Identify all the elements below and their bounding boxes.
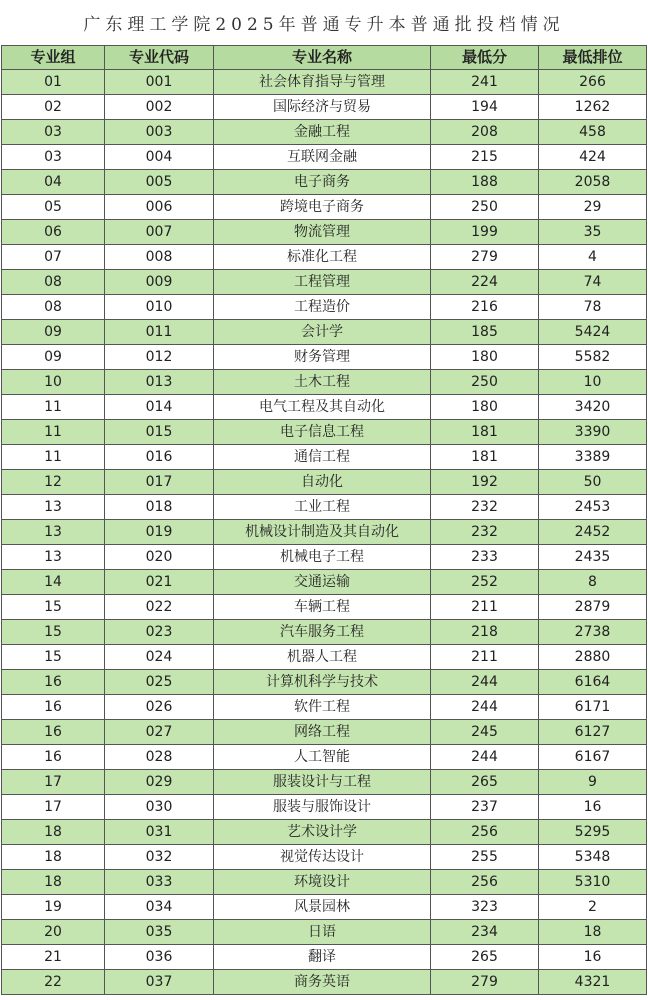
cell-group: 12 [2, 470, 105, 495]
cell-min-rank: 18 [539, 920, 647, 945]
table-row [2, 920, 647, 945]
cell-group: 11 [2, 445, 105, 470]
cell-group: 16 [2, 720, 105, 745]
cell-major-name: 金融工程 [214, 120, 431, 145]
cell-code: 012 [105, 345, 214, 370]
cell-min-score: 181 [431, 445, 539, 470]
cell-min-score: 323 [431, 895, 539, 920]
table-row [2, 220, 647, 245]
cell-major-name: 视觉传达设计 [214, 845, 431, 870]
cell-min-rank: 8 [539, 570, 647, 595]
cell-code: 005 [105, 170, 214, 195]
table-row [2, 770, 647, 795]
cell-min-rank: 4 [539, 245, 647, 270]
cell-major-name: 机械设计制造及其自动化 [214, 520, 431, 545]
header-min-score: 最低分 [431, 46, 539, 70]
table-row [2, 320, 647, 345]
cell-major-name: 工程造价 [214, 295, 431, 320]
cell-code: 003 [105, 120, 214, 145]
cell-major-name: 服装与服饰设计 [214, 795, 431, 820]
cell-min-rank: 458 [539, 120, 647, 145]
table-row [2, 270, 647, 295]
cell-code: 006 [105, 195, 214, 220]
cell-min-rank: 5424 [539, 320, 647, 345]
cell-group: 13 [2, 520, 105, 545]
cell-code: 010 [105, 295, 214, 320]
cell-code: 033 [105, 870, 214, 895]
header-group: 专业组 [2, 46, 105, 70]
cell-major-name: 物流管理 [214, 220, 431, 245]
cell-group: 03 [2, 120, 105, 145]
cell-min-rank: 3389 [539, 445, 647, 470]
cell-major-name: 电气工程及其自动化 [214, 395, 431, 420]
cell-major-name: 跨境电子商务 [214, 195, 431, 220]
cell-major-name: 财务管理 [214, 345, 431, 370]
cell-group: 08 [2, 295, 105, 320]
cell-code: 020 [105, 545, 214, 570]
table-row [2, 645, 647, 670]
cell-min-rank: 9 [539, 770, 647, 795]
page-title: 广东理工学院2025年普通专升本普通批投档情况 [83, 14, 565, 35]
cell-group: 10 [2, 370, 105, 395]
table-row [2, 670, 647, 695]
cell-group: 02 [2, 95, 105, 120]
cell-major-name: 风景园林 [214, 895, 431, 920]
table-row [2, 120, 647, 145]
cell-min-rank: 4321 [539, 970, 647, 995]
cell-min-rank: 2058 [539, 170, 647, 195]
cell-code: 007 [105, 220, 214, 245]
cell-major-name: 软件工程 [214, 695, 431, 720]
cell-group: 22 [2, 970, 105, 995]
cell-code: 014 [105, 395, 214, 420]
cell-major-name: 人工智能 [214, 745, 431, 770]
cell-min-score: 188 [431, 170, 539, 195]
cell-group: 16 [2, 745, 105, 770]
cell-major-name: 工程管理 [214, 270, 431, 295]
cell-major-name: 土木工程 [214, 370, 431, 395]
cell-min-score: 244 [431, 670, 539, 695]
cell-min-score: 245 [431, 720, 539, 745]
cell-code: 026 [105, 695, 214, 720]
table-row [2, 170, 647, 195]
table-row [2, 395, 647, 420]
cell-group: 19 [2, 895, 105, 920]
cell-major-name: 电子信息工程 [214, 420, 431, 445]
cell-code: 016 [105, 445, 214, 470]
cell-major-name: 机械电子工程 [214, 545, 431, 570]
cell-group: 07 [2, 245, 105, 270]
cell-min-score: 199 [431, 220, 539, 245]
cell-code: 034 [105, 895, 214, 920]
table-row [2, 595, 647, 620]
cell-code: 035 [105, 920, 214, 945]
cell-group: 04 [2, 170, 105, 195]
cell-major-name: 环境设计 [214, 870, 431, 895]
cell-min-score: 180 [431, 345, 539, 370]
cell-code: 023 [105, 620, 214, 645]
cell-min-score: 233 [431, 545, 539, 570]
cell-min-score: 180 [431, 395, 539, 420]
table-row [2, 970, 647, 995]
cell-group: 18 [2, 820, 105, 845]
cell-group: 17 [2, 770, 105, 795]
cell-code: 018 [105, 495, 214, 520]
table-row [2, 295, 647, 320]
cell-min-score: 185 [431, 320, 539, 345]
cell-min-score: 279 [431, 970, 539, 995]
cell-code: 027 [105, 720, 214, 745]
cell-major-name: 机器人工程 [214, 645, 431, 670]
cell-min-score: 194 [431, 95, 539, 120]
cell-min-rank: 5295 [539, 820, 647, 845]
table-row [2, 470, 647, 495]
cell-min-rank: 2453 [539, 495, 647, 520]
header-min-rank: 最低排位 [539, 46, 647, 70]
cell-code: 036 [105, 945, 214, 970]
cell-major-name: 通信工程 [214, 445, 431, 470]
cell-code: 031 [105, 820, 214, 845]
cell-group: 18 [2, 845, 105, 870]
cell-min-rank: 2879 [539, 595, 647, 620]
table-row [2, 495, 647, 520]
cell-group: 05 [2, 195, 105, 220]
cell-group: 08 [2, 270, 105, 295]
cell-code: 032 [105, 845, 214, 870]
cell-code: 021 [105, 570, 214, 595]
cell-major-name: 网络工程 [214, 720, 431, 745]
cell-major-name: 社会体育指导与管理 [214, 70, 431, 95]
cell-min-rank: 74 [539, 270, 647, 295]
table-row [2, 620, 647, 645]
table-row [2, 520, 647, 545]
table-row [2, 695, 647, 720]
cell-group: 16 [2, 670, 105, 695]
cell-min-score: 215 [431, 145, 539, 170]
cell-min-rank: 6127 [539, 720, 647, 745]
cell-code: 001 [105, 70, 214, 95]
table-row [2, 745, 647, 770]
cell-min-score: 181 [431, 420, 539, 445]
cell-major-name: 翻译 [214, 945, 431, 970]
cell-code: 002 [105, 95, 214, 120]
cell-code: 017 [105, 470, 214, 495]
cell-min-rank: 2880 [539, 645, 647, 670]
cell-min-score: 211 [431, 595, 539, 620]
cell-code: 029 [105, 770, 214, 795]
cell-major-name: 车辆工程 [214, 595, 431, 620]
table-row [2, 95, 647, 120]
cell-code: 011 [105, 320, 214, 345]
cell-group: 18 [2, 870, 105, 895]
cell-min-score: 250 [431, 195, 539, 220]
cell-group: 14 [2, 570, 105, 595]
cell-major-name: 标准化工程 [214, 245, 431, 270]
cell-group: 21 [2, 945, 105, 970]
cell-group: 17 [2, 795, 105, 820]
cell-major-name: 艺术设计学 [214, 820, 431, 845]
cell-min-score: 234 [431, 920, 539, 945]
cell-min-score: 252 [431, 570, 539, 595]
cell-min-rank: 6171 [539, 695, 647, 720]
cell-min-score: 256 [431, 820, 539, 845]
cell-code: 025 [105, 670, 214, 695]
cell-code: 009 [105, 270, 214, 295]
cell-min-score: 232 [431, 520, 539, 545]
cell-min-score: 244 [431, 745, 539, 770]
cell-min-rank: 16 [539, 945, 647, 970]
cell-min-score: 250 [431, 370, 539, 395]
cell-min-score: 208 [431, 120, 539, 145]
cell-major-name: 汽车服务工程 [214, 620, 431, 645]
table-row [2, 345, 647, 370]
table-row [2, 570, 647, 595]
cell-min-rank: 16 [539, 795, 647, 820]
header-major-name: 专业名称 [214, 46, 431, 70]
table-row [2, 795, 647, 820]
cell-code: 013 [105, 370, 214, 395]
table-row [2, 420, 647, 445]
cell-min-score: 241 [431, 70, 539, 95]
table-row [2, 70, 647, 95]
cell-min-score: 192 [431, 470, 539, 495]
cell-group: 11 [2, 395, 105, 420]
cell-min-rank: 2 [539, 895, 647, 920]
cell-group: 15 [2, 595, 105, 620]
cell-min-rank: 3420 [539, 395, 647, 420]
cell-min-rank: 3390 [539, 420, 647, 445]
cell-major-name: 自动化 [214, 470, 431, 495]
cell-major-name: 服装设计与工程 [214, 770, 431, 795]
cell-group: 11 [2, 420, 105, 445]
cell-min-rank: 78 [539, 295, 647, 320]
cell-major-name: 工业工程 [214, 495, 431, 520]
table-row [2, 845, 647, 870]
cell-min-rank: 50 [539, 470, 647, 495]
cell-min-score: 279 [431, 245, 539, 270]
cell-min-score: 265 [431, 770, 539, 795]
cell-group: 01 [2, 70, 105, 95]
table-header-row [2, 46, 647, 70]
cell-min-rank: 2452 [539, 520, 647, 545]
cell-min-rank: 5582 [539, 345, 647, 370]
cell-group: 16 [2, 695, 105, 720]
cell-group: 15 [2, 645, 105, 670]
cell-code: 015 [105, 420, 214, 445]
cell-min-rank: 5310 [539, 870, 647, 895]
cell-major-name: 计算机科学与技术 [214, 670, 431, 695]
cell-major-name: 电子商务 [214, 170, 431, 195]
cell-group: 03 [2, 145, 105, 170]
cell-group: 13 [2, 545, 105, 570]
cell-major-name: 会计学 [214, 320, 431, 345]
cell-min-score: 232 [431, 495, 539, 520]
cell-min-rank: 29 [539, 195, 647, 220]
cell-min-score: 216 [431, 295, 539, 320]
table-row [2, 445, 647, 470]
cell-min-score: 224 [431, 270, 539, 295]
cell-major-name: 商务英语 [214, 970, 431, 995]
cell-code: 028 [105, 745, 214, 770]
table-row [2, 820, 647, 845]
cell-code: 022 [105, 595, 214, 620]
table-row [2, 945, 647, 970]
cell-code: 004 [105, 145, 214, 170]
table-row [2, 245, 647, 270]
table-row [2, 370, 647, 395]
cell-group: 06 [2, 220, 105, 245]
cell-min-score: 218 [431, 620, 539, 645]
cell-min-rank: 6164 [539, 670, 647, 695]
table-row [2, 870, 647, 895]
cell-min-rank: 2738 [539, 620, 647, 645]
table-body [2, 70, 647, 995]
cell-min-score: 244 [431, 695, 539, 720]
cell-min-score: 255 [431, 845, 539, 870]
cell-min-rank: 10 [539, 370, 647, 395]
cell-group: 09 [2, 320, 105, 345]
cell-code: 037 [105, 970, 214, 995]
cell-min-score: 265 [431, 945, 539, 970]
cell-group: 20 [2, 920, 105, 945]
cell-min-score: 256 [431, 870, 539, 895]
cell-code: 024 [105, 645, 214, 670]
cell-min-rank: 424 [539, 145, 647, 170]
cell-code: 008 [105, 245, 214, 270]
cell-major-name: 日语 [214, 920, 431, 945]
cell-min-rank: 6167 [539, 745, 647, 770]
cell-group: 09 [2, 345, 105, 370]
cell-group: 13 [2, 495, 105, 520]
cell-min-score: 211 [431, 645, 539, 670]
cell-major-name: 交通运输 [214, 570, 431, 595]
table-row [2, 545, 647, 570]
table-row [2, 720, 647, 745]
admission-table [1, 45, 647, 995]
cell-major-name: 国际经济与贸易 [214, 95, 431, 120]
cell-min-rank: 35 [539, 220, 647, 245]
header-code: 专业代码 [105, 46, 214, 70]
cell-min-rank: 266 [539, 70, 647, 95]
table-row [2, 195, 647, 220]
cell-min-rank: 5348 [539, 845, 647, 870]
cell-min-rank: 2435 [539, 545, 647, 570]
table-row [2, 145, 647, 170]
cell-code: 030 [105, 795, 214, 820]
cell-major-name: 互联网金融 [214, 145, 431, 170]
cell-min-rank: 1262 [539, 95, 647, 120]
cell-group: 15 [2, 620, 105, 645]
table-row [2, 895, 647, 920]
cell-min-score: 237 [431, 795, 539, 820]
cell-code: 019 [105, 520, 214, 545]
